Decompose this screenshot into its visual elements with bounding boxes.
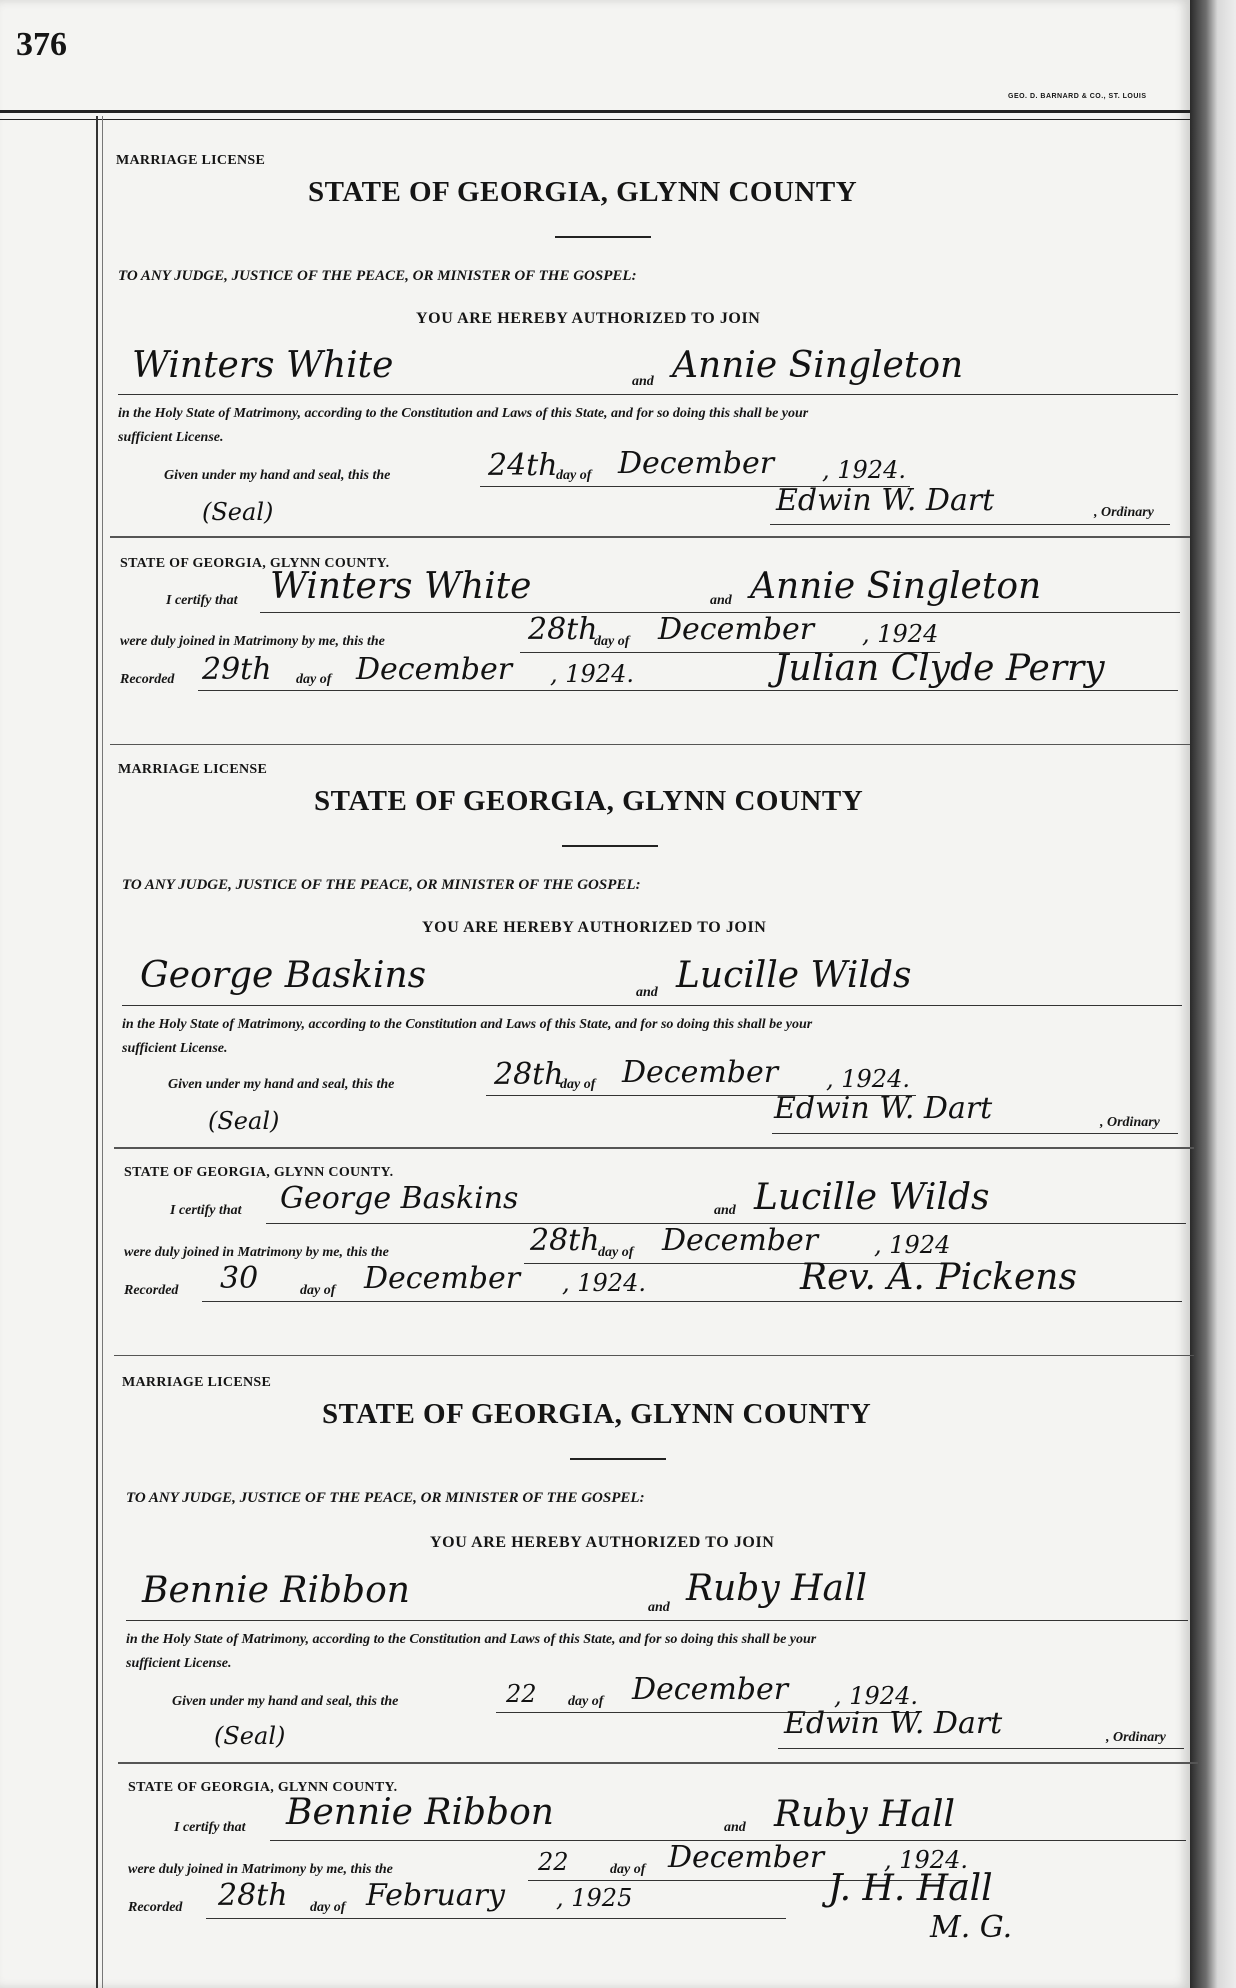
authorized-line: YOU ARE HEREBY AUTHORIZED TO JOIN [430,1534,775,1551]
joined-text: were duly joined in Matrimony by me, this the [124,1245,389,1260]
given-year: , 1924. [822,456,906,484]
bride-name: Lucille Wilds [676,955,912,996]
given-text: Given under my hand and seal, this the [172,1694,399,1709]
marriage-record-3 [110,1370,1190,1980]
groom-name: Winters White [132,345,394,386]
printer-imprint: GEO. D. BARNARD & CO., ST. LOUIS [1008,93,1147,100]
recorded-day: 28th [218,1878,288,1913]
recorded-line [202,1301,1182,1302]
recorded-day: 29th [202,652,272,687]
bride-name: Ruby Hall [686,1568,868,1609]
certificate-title: STATE OF GEORGIA, GLYNN COUNTY. [120,556,390,571]
officiant-title: M. G. [930,1910,1013,1945]
certificate-title: STATE OF GEORGIA, GLYNN COUNTY. [128,1780,398,1795]
groom-name: George Baskins [140,955,427,996]
section-divider [114,1147,1194,1149]
given-day: 24th [488,448,558,483]
names-line [122,1005,1182,1006]
certify-text: I certify that [170,1203,242,1218]
day-of-label: day of [568,1694,604,1709]
seal-mark: (Seal) [202,498,274,526]
recorded-label: Recorded [120,672,175,687]
given-month: December [622,1055,779,1090]
cert-and-word: and [724,1820,746,1835]
joined-day: 22 [538,1848,569,1876]
recorded-label: Recorded [128,1900,183,1915]
authorized-line: YOU ARE HEREBY AUTHORIZED TO JOIN [422,919,767,936]
certify-text: I certify that [166,593,238,608]
record-divider [110,744,1190,745]
joined-year: , 1924 [862,620,939,648]
authorized-line: YOU ARE HEREBY AUTHORIZED TO JOIN [416,310,761,327]
license-word: sufficient License. [126,1656,232,1671]
license-title: STATE OF GEORGIA, GLYNN COUNTY [308,176,858,208]
given-year: , 1924. [826,1065,910,1093]
recorded-month: December [356,652,513,687]
title-underline [570,1458,666,1460]
recorded-label: Recorded [124,1283,179,1298]
title-underline [555,236,651,238]
recorded-year: , 1924. [550,660,634,688]
top-rule [0,110,1190,120]
officiant-signature: Julian Clyde Perry [774,648,1105,689]
bride-name: Annie Singleton [672,345,964,386]
ordinary-line [770,524,1170,525]
ordinary-label: , Ordinary [1094,505,1154,520]
given-day: 22 [506,1680,537,1708]
holy-state-text: in the Holy State of Matrimony, according to the Constitution and Laws of this State, and for so doing this shall be your [126,1632,817,1647]
joined-month: December [658,612,815,647]
names-line [126,1620,1188,1621]
page-number: 376 [16,26,67,63]
joined-day-of: day of [594,634,630,649]
given-month: December [632,1672,789,1707]
day-of-label: day of [556,468,592,483]
ordinary-signature: Edwin W. Dart [784,1706,1003,1741]
recorded-year: , 1925 [556,1884,633,1912]
ordinary-line [778,1748,1184,1749]
cert-bride-name: Ruby Hall [774,1794,956,1835]
and-word: and [632,374,654,389]
margin-rule [96,116,98,1988]
recorded-year: , 1924. [562,1269,646,1297]
margin-rule-inner [102,116,103,1988]
certificate-title: STATE OF GEORGIA, GLYNN COUNTY. [124,1165,394,1180]
joined-text: were duly joined in Matrimony by me, this the [128,1862,393,1877]
cert-groom-name: George Baskins [280,1181,519,1216]
ordinary-line [772,1133,1178,1134]
marriage-record-1 [110,148,1190,758]
cert-and-word: and [710,593,732,608]
title-underline [562,845,658,847]
recorded-line [206,1918,786,1919]
license-word: sufficient License. [122,1041,228,1056]
day-of-label: day of [560,1077,596,1092]
ordinary-label: , Ordinary [1106,1730,1166,1745]
recorded-day-of: day of [296,672,332,687]
joined-month: December [662,1223,819,1258]
given-text: Given under my hand and seal, this the [164,468,391,483]
and-word: and [636,985,658,1000]
given-month: December [618,446,775,481]
cert-and-word: and [714,1203,736,1218]
record-divider [114,1355,1194,1356]
joined-day: 28th [530,1223,600,1258]
certify-text: I certify that [174,1820,246,1835]
given-text: Given under my hand and seal, this the [168,1077,395,1092]
ordinary-label: , Ordinary [1100,1115,1160,1130]
recorded-day-of: day of [310,1900,346,1915]
license-label: MARRIAGE LICENSE [118,762,268,777]
joined-day: 28th [528,612,598,647]
address-line: TO ANY JUDGE, JUSTICE OF THE PEACE, OR MINISTER OF THE GOSPEL: [126,1490,645,1506]
section-divider [110,536,1190,538]
joined-day-of: day of [598,1245,634,1260]
recorded-day-of: day of [300,1283,336,1298]
and-word: and [648,1600,670,1615]
cert-bride-name: Lucille Wilds [754,1177,990,1218]
ordinary-signature: Edwin W. Dart [774,1091,993,1126]
seal-mark: (Seal) [214,1722,286,1750]
ordinary-signature: Edwin W. Dart [776,483,995,518]
recorded-day: 30 [220,1261,259,1296]
seal-mark: (Seal) [208,1107,280,1135]
holy-state-text: in the Holy State of Matrimony, according to the Constitution and Laws of this State, and for so doing this shall be your [118,406,809,421]
joined-day-of: day of [610,1862,646,1877]
marriage-record-2 [110,757,1190,1367]
groom-name: Bennie Ribbon [142,1570,410,1611]
recorded-line [198,690,1178,691]
binding-edge [1190,0,1236,1988]
officiant-signature: Rev. A. Pickens [800,1257,1077,1298]
address-line: TO ANY JUDGE, JUSTICE OF THE PEACE, OR MINISTER OF THE GOSPEL: [122,877,641,893]
address-line: TO ANY JUDGE, JUSTICE OF THE PEACE, OR MINISTER OF THE GOSPEL: [118,268,637,284]
holy-state-text: in the Holy State of Matrimony, according to the Constitution and Laws of this State, and for so doing this shall be your [122,1017,813,1032]
recorded-month: December [364,1261,521,1296]
given-day: 28th [494,1057,564,1092]
joined-year: , 1924 [874,1231,951,1259]
section-divider [118,1762,1198,1764]
officiant-signature: J. H. Hall [828,1868,993,1909]
recorded-month: February [366,1878,505,1913]
license-title: STATE OF GEORGIA, GLYNN COUNTY [322,1398,872,1430]
joined-text: were duly joined in Matrimony by me, this the [120,634,385,649]
names-line [118,394,1178,395]
cert-groom-name: Bennie Ribbon [286,1792,554,1833]
joined-month: December [668,1840,825,1875]
cert-bride-name: Annie Singleton [750,566,1042,607]
license-label: MARRIAGE LICENSE [122,1375,272,1390]
license-word: sufficient License. [118,430,224,445]
cert-groom-name: Winters White [270,566,532,607]
license-title: STATE OF GEORGIA, GLYNN COUNTY [314,785,864,817]
joined-year: , 1924. [884,1846,968,1874]
license-label: MARRIAGE LICENSE [116,153,266,168]
given-year: , 1924. [834,1682,918,1710]
